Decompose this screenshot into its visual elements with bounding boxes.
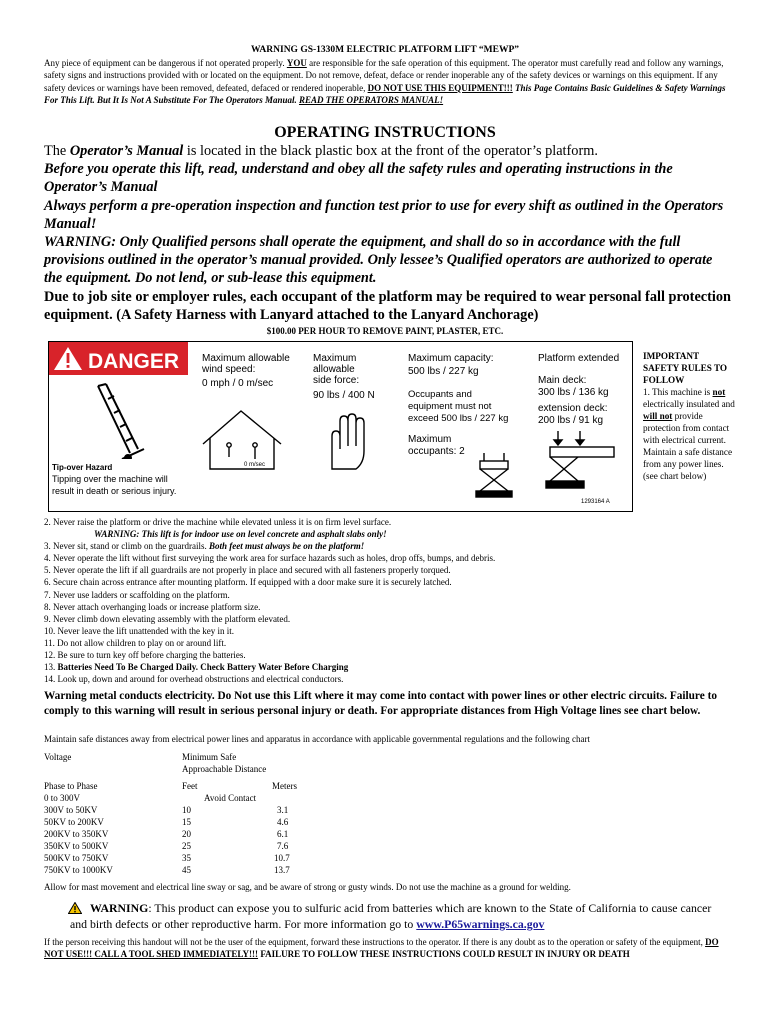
tip-over-title: Tip-over Hazard	[52, 463, 113, 472]
platform-extended-label: Platform extended	[538, 353, 620, 364]
final-text-1: If the person receiving this handout will not be the user of the equipment, forward these instructions to the operator. If there is any doubt as to the operation or safety of the equipment,	[44, 937, 706, 947]
fall-protection-note: Due to job site or employer rules, each occupant of the platform may be required to wear personal fall protection equipment. (A Safety Harness with Lanyard attached to the Lanyard Anchorage)	[44, 288, 731, 323]
rule-1-will-not: will not	[643, 411, 673, 421]
wind-gauge-label: 0 m/sec	[244, 462, 266, 468]
electricity-warning: Warning metal conducts electricity. Do Not use this Lift where it may come into contact with power lines or other electric circuits. Failure to comply to this warning will result in serious personal injury or death. For appropriate distances from High Voltage lines see chart below.	[44, 690, 717, 717]
side-force-label-2: allowable	[313, 364, 355, 375]
manual-location	[44, 142, 734, 160]
row-feet: 25	[182, 841, 191, 851]
final-failure-warning: FAILURE TO FOLLOW THESE INSTRUCTIONS COULD RESULT IN INJURY OR DEATH	[258, 949, 630, 959]
min-safe-header-1: Minimum Safe	[182, 752, 237, 762]
occupants-line-1: Occupants and	[408, 389, 472, 400]
danger-label: DANGER	[88, 350, 180, 373]
final-notice	[44, 936, 734, 960]
manual-location-b: Operator’s Manual	[69, 143, 184, 159]
row-meters: 3.1	[277, 805, 289, 815]
row-feet: Avoid Contact	[204, 793, 257, 803]
wind-label-1: Maximum allowable	[202, 353, 290, 364]
rule-1-not: not	[712, 387, 726, 397]
safety-rules-list	[44, 516, 644, 685]
rule-13	[44, 661, 644, 673]
row-feet: 15	[182, 817, 191, 827]
you-emphasis: YOU	[286, 58, 307, 68]
rule-9: 9. Never climb down elevating assembly with the platform elevated.	[44, 613, 291, 624]
intro-text-1: Any piece of equipment can be dangerous if not operated properly.	[44, 58, 287, 68]
main-deck-value: 300 lbs / 136 kg	[538, 387, 609, 398]
rule-11: 11. Do not allow children to play on or around lift.	[44, 637, 227, 648]
occupants-line-3: exceed 500 lbs / 227 kg	[408, 413, 509, 424]
max-occupants-value: occupants: 2	[408, 446, 465, 457]
extension-deck-label: extension deck:	[538, 403, 608, 414]
decal-part-number: 1293164 A	[581, 499, 610, 505]
phase-header: Phase to Phase	[44, 781, 98, 791]
rule-1-text-b: electrically insulated and	[643, 399, 735, 409]
main-deck-label: Main deck:	[538, 375, 587, 386]
rule-3-emphasis: Both feet must always be on the platform!	[208, 541, 365, 552]
meters-header: Meters	[272, 781, 297, 791]
do-not-use-emphasis: DO NOT USE THIS EQUIPMENT!!!	[367, 82, 513, 93]
row-voltage: 0 to 300V	[44, 793, 80, 803]
row-voltage: 200KV to 350KV	[44, 829, 109, 839]
row-meters: 4.6	[277, 817, 289, 827]
rule-8: 8. Never attach overhanging loads or increase platform size.	[44, 601, 261, 612]
maintain-distance-note: Maintain safe distances away from electrical power lines and apparatus in accordance with applicable governmental regulations and the following chart	[44, 734, 591, 744]
rule-3-text: 3. Never sit, stand or climb on the guardrails.	[44, 541, 209, 552]
manual-location-a: The	[44, 143, 70, 159]
guidelines-note: This Page Contains Basic Guidelines & Safety Warnings For This Lift. But It Is Not A Substitute For The Operators Manual.	[44, 82, 726, 105]
rule-1	[643, 386, 735, 482]
wind-value: 0 mph / 0 m/sec	[202, 378, 274, 389]
p65-link[interactable]: www.P65warnings.ca.gov	[416, 916, 545, 931]
intro-text-2: are responsible for the safe operation of this equipment. The operator must carefully read and follow any warnings, safety signs and instructions provided with or located on the equipment. Do not remove, defeat, deface or render inoperable any of the safety devices or warnings on this equipment. If any safety devices or warnings have been removed, defeated, defaced or rendered inoperable,	[44, 58, 724, 93]
row-voltage: 50KV to 200KV	[44, 817, 104, 827]
capacity-value: 500 lbs / 227 kg	[408, 366, 479, 377]
operating-instructions-title: OPERATING INSTRUCTIONS	[274, 124, 496, 141]
read-manual-emphasis: READ THE OPERATORS MANUAL!	[298, 94, 444, 105]
important-rules-title: IMPORTANT SAFETY RULES TO FOLLOW	[643, 351, 728, 385]
capacity-label: Maximum capacity:	[408, 353, 494, 364]
feet-header: Feet	[182, 781, 198, 791]
rule-12: 12. Be sure to turn key off before charging the batteries.	[44, 650, 246, 661]
prop65-text: : This product can expose you to sulfuric acid from batteries which are known to the State of California to cause cancer and birth defects or other reproductive harm. For more information go to	[70, 901, 712, 931]
final-call-tool-shed: DO NOT USE!!! CALL A TOOL SHED IMMEDIATELY!!!	[44, 937, 719, 959]
rule-6: 6. Secure chain across entrance after mounting platform. If equipped with a door make sure it is securely latched.	[44, 577, 452, 588]
side-force-label-1: Maximum	[313, 353, 357, 364]
rule-5: 5. Never operate the lift if all guardrails are not properly in place and secured with all fasteners properly torqued.	[44, 565, 451, 576]
wind-label-2: wind speed:	[202, 364, 256, 375]
rule-4: 4. Never operate the lift without first surveying the work area for surface hazards such as holes, drop offs, bumps, and debris.	[44, 553, 496, 564]
tip-over-line-2: result in death or serious injury.	[52, 486, 177, 496]
row-voltage: 750KV to 1000KV	[44, 865, 113, 875]
row-meters: 13.7	[274, 865, 290, 875]
row-meters: 6.1	[277, 829, 289, 839]
min-safe-header-2: Approachable Distance	[182, 764, 267, 774]
row-voltage: 500KV to 750KV	[44, 853, 109, 863]
rule-10: 10. Never leave the lift unattended with the key in it.	[44, 625, 234, 636]
rule-7: 7. Never use ladders or scaffolding on the platform.	[44, 589, 230, 600]
rule-13-text: Batteries Need To Be Charged Daily. Check Battery Water Before Charging	[57, 662, 349, 673]
rule-2: 2. Never raise the platform or drive the machine while elevated unless it is on firm level surface.	[44, 517, 392, 527]
rule-13-number: 13.	[44, 662, 58, 673]
important-safety-rules	[643, 350, 735, 482]
row-voltage: 300V to 50KV	[44, 805, 98, 815]
side-force-label-3: side force:	[313, 375, 360, 386]
danger-decal	[48, 341, 633, 512]
row-feet: 20	[182, 829, 191, 839]
row-meters: 10.7	[274, 853, 290, 863]
prop65-label: WARNING	[90, 901, 149, 915]
mast-movement-note: Allow for mast movement and electrical line sway or sag, and be aware of strong or gusty winds. Do not use the machine as a ground for welding.	[44, 882, 571, 892]
read-before-operate: Before you operate this lift, read, understand and obey all the safety rules and operating instructions in the Operator’s Manual	[44, 161, 673, 196]
row-feet: 10	[182, 805, 191, 815]
side-force-value: 90 lbs / 400 N	[313, 390, 375, 401]
max-occupants-label: Maximum	[408, 434, 452, 445]
prop65-warning	[70, 901, 720, 932]
rule-1-text-a: 1. This machine is	[643, 387, 713, 397]
warning-intro	[44, 57, 728, 106]
row-voltage: 350KV to 500KV	[44, 841, 109, 851]
rule-2-warning: WARNING: This lift is for indoor use on level concrete and asphalt slabs only!	[94, 529, 387, 540]
occupants-line-2: equipment must not	[408, 401, 492, 412]
row-feet: 45	[182, 865, 191, 875]
rule-14: 14. Look up, down and around for overhead obstructions and electrical conductors.	[44, 674, 344, 685]
rule-1-text-c: provide protection from contact with electrical current. Maintain a safe distance from any power lines. (see chart below)	[643, 411, 733, 481]
manual-location-c: is located in the black plastic box at the front of the operator’s platform.	[183, 143, 598, 159]
operating-instructions-body	[44, 142, 734, 324]
pre-operation-inspection: Always perform a pre-operation inspection and function test prior to use for every shift as outlined in the Operators Manual!	[44, 197, 724, 232]
warning-title: WARNING GS-1330M ELECTRIC PLATFORM LIFT “MEWP”	[250, 45, 520, 55]
removal-rate: $100.00 PER HOUR TO REMOVE PAINT, PLASTER, ETC.	[266, 326, 504, 336]
tip-over-line-1: Tipping over the machine will	[52, 474, 168, 484]
voltage-header: Voltage	[44, 752, 72, 762]
rule-3	[44, 540, 644, 552]
row-meters: 7.6	[277, 841, 289, 851]
qualified-persons-warning: WARNING: Only Qualified persons shall operate the equipment, and shall do so in accordance with the full provisions outlined in the operator’s manual provided. Only lessee’s Qualified operators are authorized to operate the equipment. Do not lend, or sub-lease this equipment.	[44, 234, 713, 287]
row-feet: 35	[182, 853, 191, 863]
extension-deck-value: 200 lbs / 91 kg	[538, 415, 604, 426]
